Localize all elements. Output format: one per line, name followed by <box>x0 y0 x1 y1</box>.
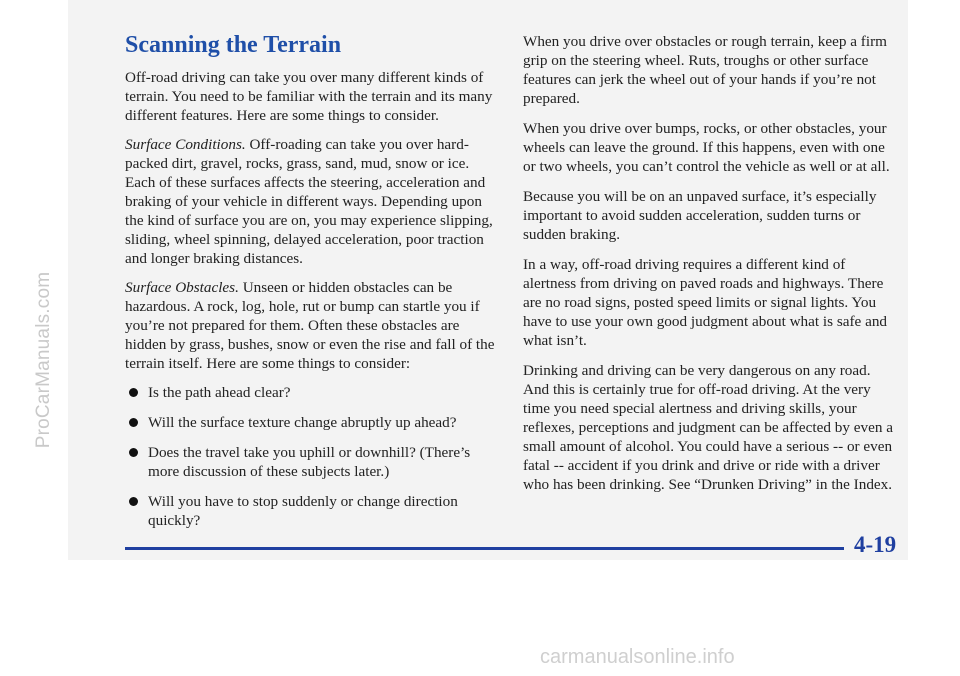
surface-conditions-paragraph <box>125 135 495 268</box>
section-heading: Scanning the Terrain <box>125 32 342 58</box>
wheels-leave-ground-paragraph: When you drive over bumps, rocks, or other obstacles, your wheels can leave the ground. If this happens, even with one or two wheels, you can’t control the vehicle as well or at all. <box>523 120 890 175</box>
bullet-dot-icon <box>129 497 138 506</box>
list-item-text: Will the surface texture change abruptly up ahead? <box>148 414 457 431</box>
bullet-dot-icon <box>129 448 138 457</box>
list-item <box>125 383 495 402</box>
bottom-watermark: carmanualsonline.info <box>540 646 735 668</box>
list-item-text: Is the path ahead clear? <box>148 384 291 401</box>
surface-obstacles-paragraph <box>125 278 495 373</box>
surface-obstacles-label: Surface Obstacles. <box>125 279 239 296</box>
list-item <box>125 492 495 530</box>
page-number: 4-19 <box>854 532 897 557</box>
intro-paragraph: Off-road driving can take you over many different kinds of terrain. You need to be familiar with the terrain and its many different features. Here are some things to consider. <box>125 69 493 124</box>
alertness-paragraph: In a way, off-road driving requires a different kind of alertness from driving on paved roads and highways. There are no road signs, posted speed limits or signal lights. You have to use your own good judgment about what is safe and what isn’t. <box>523 256 888 349</box>
side-watermark-text: ProCarManuals.com <box>33 271 54 449</box>
list-item-text: Does the travel take you uphill or downhill? (There’s more discussion of these subjects later.) <box>148 444 471 480</box>
rough-terrain-paragraph: When you drive over obstacles or rough terrain, keep a firm grip on the steering wheel. Ruts, troughs or other surface features can jerk the wheel out of your hands if you’re not prepared. <box>523 33 887 107</box>
list-item <box>125 413 495 432</box>
bullet-dot-icon <box>129 418 138 427</box>
list-item <box>125 443 495 481</box>
list-item-text: Will you have to stop suddenly or change direction quickly? <box>148 493 458 529</box>
drinking-driving-paragraph: Drinking and driving can be very dangerous on any road. And this is certainly true for off-road driving. At the very time you need special alertness and driving skills, your reflexes, perceptions and judgment can be affected by even a small amount of alcohol. You could have a serious -- or even fatal -- accident if you drink and drive or ride with a driver who has been drinking. See “Drunken Driving” in the Index. <box>523 362 893 493</box>
surface-obstacles-text: Unseen or hidden obstacles can be hazardous. A rock, log, hole, rut or bump can startle you if you’re not prepared for them. Often these obstacles are hidden by grass, bushes, snow or even the rise and fall of the terrain itself. Here are some things to consider: <box>125 279 495 372</box>
bullet-dot-icon <box>129 388 138 397</box>
unpaved-surface-paragraph: Because you will be on an unpaved surface, it’s especially important to avoid sudden acceleration, sudden turns or sudden braking. <box>523 188 877 243</box>
right-column <box>523 32 895 505</box>
footer-rule <box>125 547 844 550</box>
left-column <box>125 32 495 541</box>
surface-conditions-text: Off-roading can take you over hard-packed dirt, gravel, rocks, grass, sand, mud, snow or ice. Each of these surfaces affects the steering, acceleration and braking of your vehicle in different ways. Depending upon the kind of surface you are on, you may experience slipping, sliding, wheel spinning, delayed acceleration, poor traction and longer braking distances. <box>125 136 493 267</box>
surface-conditions-label: Surface Conditions. <box>125 136 246 153</box>
considerations-list <box>125 383 495 530</box>
